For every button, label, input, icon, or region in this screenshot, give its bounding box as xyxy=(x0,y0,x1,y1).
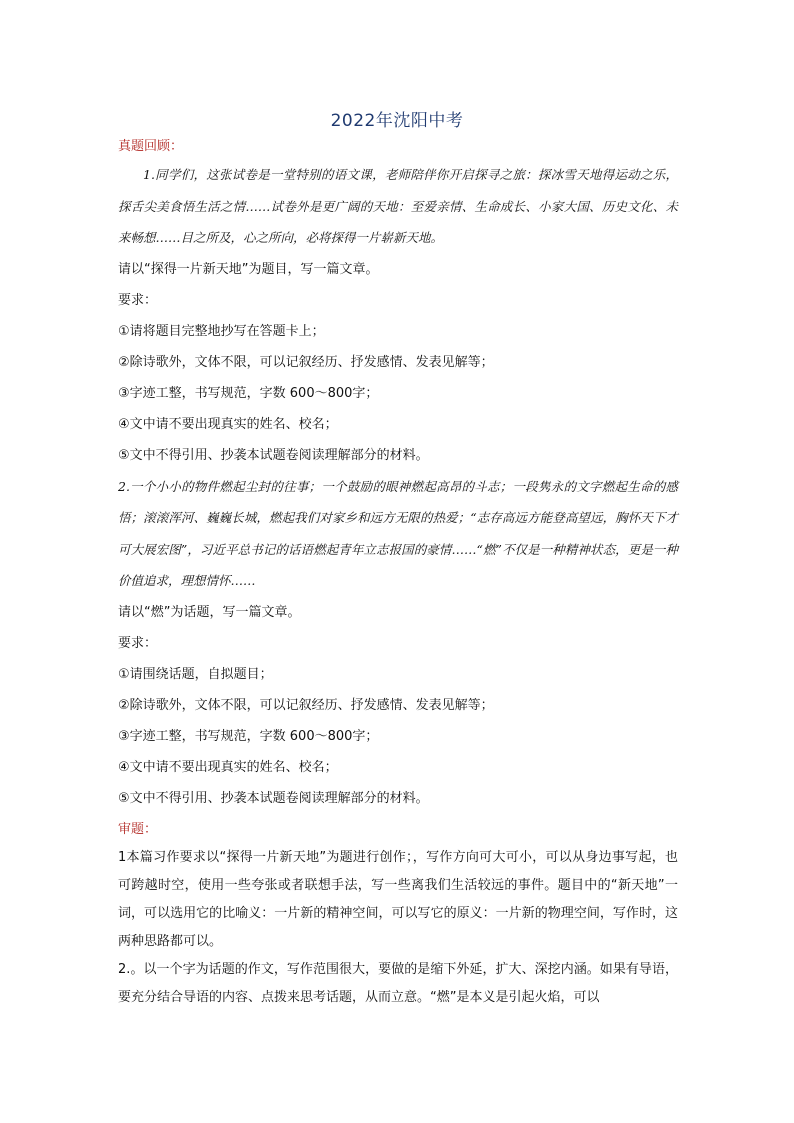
question-1-requirement: ③字迹工整，书写规范，字数 600～800字； xyxy=(118,385,379,401)
question-1-requirement: ⑤文中不得引用、抄袭本试题卷阅读理解部分的材料。 xyxy=(118,447,429,463)
question-2-requirement: ⑤文中不得引用、抄袭本试题卷阅读理解部分的材料。 xyxy=(118,790,429,806)
question-2-requirements-label: 要求： xyxy=(118,635,158,651)
question-1-instruction: 请以“探得一片新天地”为题目，写一篇文章。 xyxy=(118,261,379,277)
section-label-review: 真题回顾： xyxy=(118,139,184,154)
analysis-paragraph: 1本篇习作要求以“探得一片新天地”为题进行创作；，写作方向可大可小，可以从身边事写起，也可跨越时空，使用一些夸张或者联想手法，写一些离我们生活较远的事件。题目中的“新天地”一词，可以选用它的比喻义：一片新的精神空间，可以写它的原义：一片新的物理空间，写作时，这两种思路都可以。 xyxy=(118,849,678,949)
question-1-requirements-label: 要求： xyxy=(118,292,158,308)
section-label-analysis: 审题： xyxy=(118,821,158,837)
page-title: 2022年沈阳中考 xyxy=(330,111,464,131)
question-1-requirement: ①请将题目完整地抄写在答题卡上； xyxy=(118,323,325,339)
question-2-requirement: ③字迹工整，书写规范，字数 600～800字； xyxy=(118,728,379,744)
question-2-instruction: 请以“燃”为话题，写一篇文章。 xyxy=(118,604,301,620)
question-1-prompt: 1.同学们，这张试卷是一堂特别的语文课，老师陪伴你开启探寻之旅：探冰雪天地得运动之乐，探舌尖美食悟生活之情……试卷外是更广阔的天地：至爱亲情、生命成长、小家大国、历史文化、未来畅想……目之所及，心之所向，必将探得一片崭新天地。 xyxy=(118,167,678,245)
document-body xyxy=(118,137,678,1012)
question-2-requirement: ①请围绕话题，自拟题目； xyxy=(118,666,273,682)
analysis-paragraph: 2.。以一个字为话题的作文，写作范围很大，要做的是缩下外延，扩大、深挖内涵。如果有导语，要充分结合导语的内容、点拨来思考话题，从而立意。“燃”是本义是引起火焰，可以 xyxy=(118,961,678,1005)
question-2-prompt: 2.一个小小的物件燃起尘封的往事；一个鼓励的眼神燃起高昂的斗志；一段隽永的文字燃起生命的感悟；滚滚浑河、巍巍长城，燃起我们对家乡和远方无限的热爱；“志存高远方能登高望远，胸怀天下才可大展宏图”，习近平总书记的话语燃起青年立志报国的豪情……“燃”不仅是一种精神状态，更是一种价值追求，理想情怀…… xyxy=(118,478,678,588)
question-1-requirement: ④文中请不要出现真实的姓名、校名； xyxy=(118,416,338,432)
question-2-requirement: ②除诗歌外，文体不限，可以记叙经历、抒发感情、发表见解等； xyxy=(118,697,494,713)
question-2-requirement: ④文中请不要出现真实的姓名、校名； xyxy=(118,759,338,775)
question-1-requirement: ②除诗歌外，文体不限，可以记叙经历、抒发感情、发表见解等； xyxy=(118,354,494,370)
